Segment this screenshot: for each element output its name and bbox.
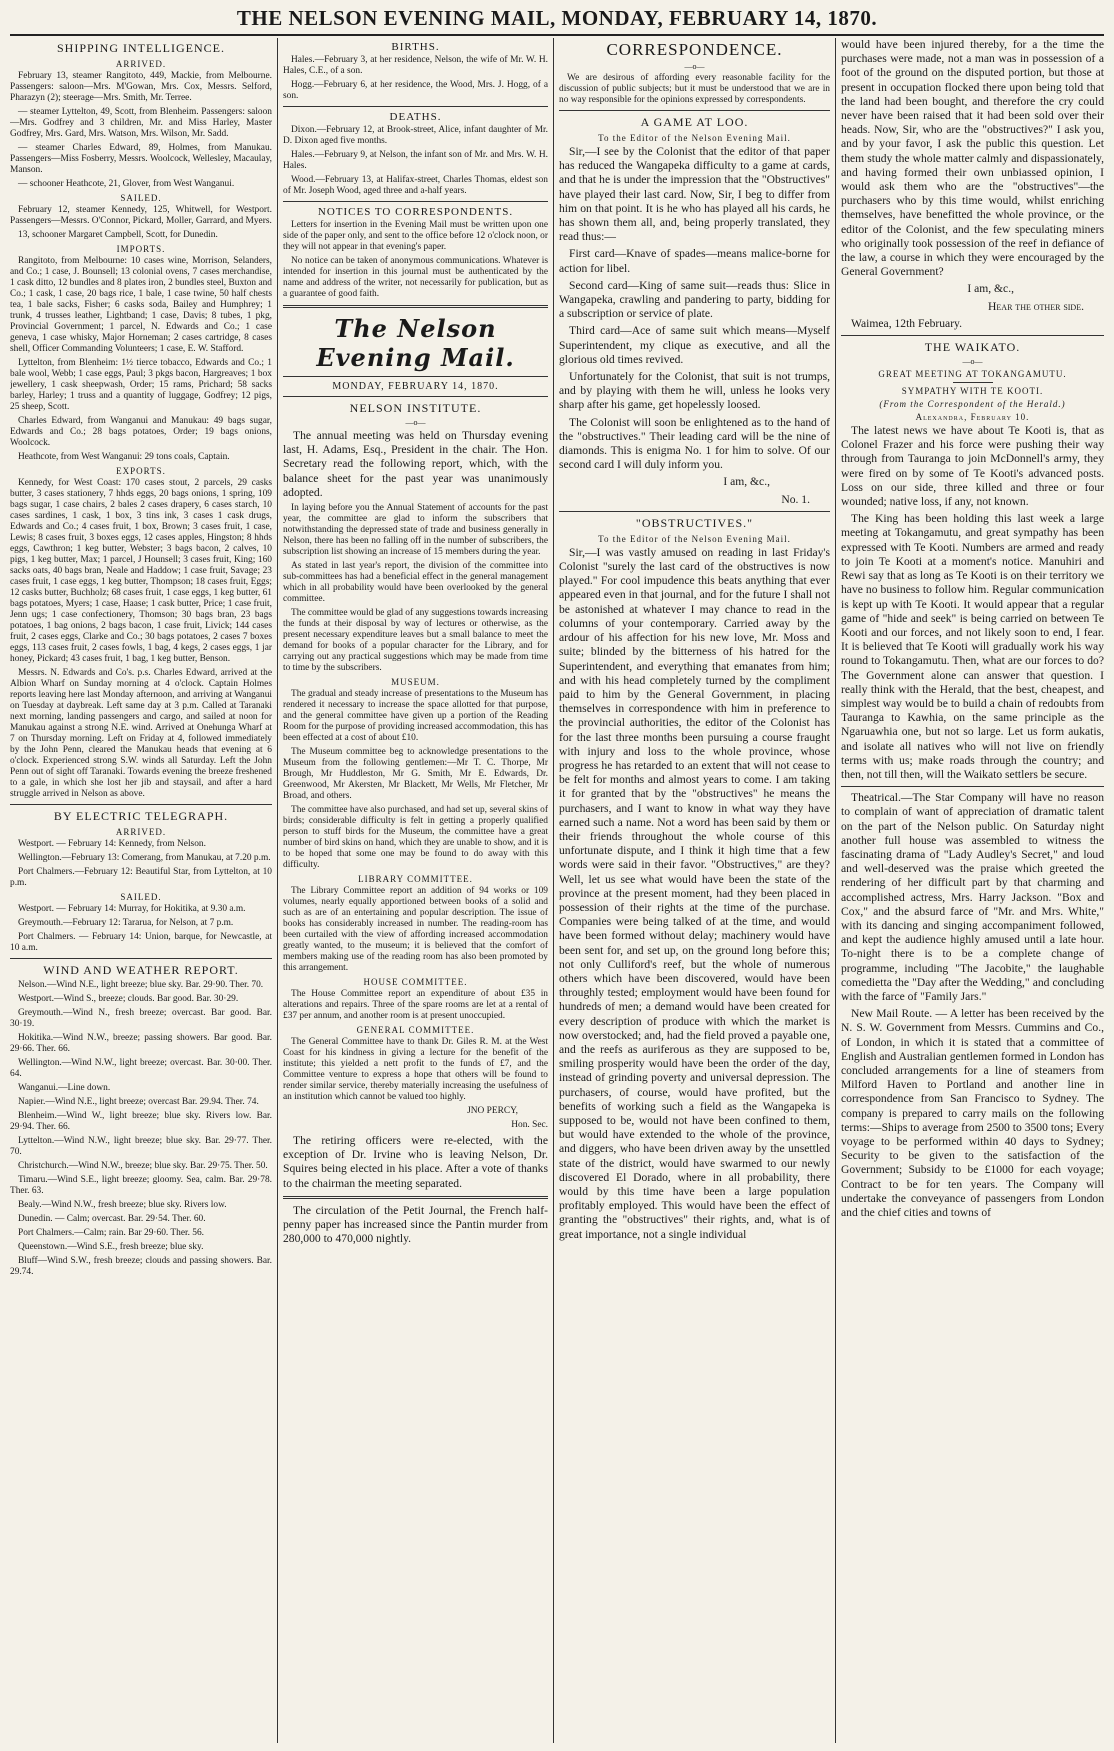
correspondence-heading: CORRESPONDENCE. xyxy=(606,40,783,59)
divider xyxy=(283,1196,548,1199)
weather-heading: WIND AND WEATHER REPORT. xyxy=(43,963,239,977)
weather-entry: Nelson.—Wind N.E., light breeze; blue sky. Bar. 29·90. Ther. 70. xyxy=(18,980,264,990)
import-entry: Heathcote, from West Wanganui: 29 tons coals, Captain. xyxy=(18,452,230,462)
arrived-heading: ARRIVED. xyxy=(115,59,167,69)
weather-entry: Timaru.—Wind S.E., light breeze; gloomy. Sea, calm. Bar. 29·78. Ther. 63. xyxy=(10,1175,272,1196)
ornament: —o— xyxy=(684,62,705,71)
divider xyxy=(283,106,548,107)
report-paragraph: As stated in last year's report, the division of the committee into sub-committees has had a beneficial effect in the general management which in all probability would have been overlooked by the general committee. xyxy=(283,561,548,605)
sailed-heading: SAILED. xyxy=(120,193,162,203)
death-entry: Hales.—February 9, at Nelson, the infant son of Mr. and Mrs. W. H. Hales. xyxy=(283,150,548,171)
arrival-entry: February 13, steamer Rangitoto, 449, Mackie, from Melbourne. Passengers: saloon—Mrs. M'Gowan, Mrs. Cox, Messrs. Selford, Pharazyn (2); steerage—Mrs. Smith, Mr. Terree. xyxy=(10,71,272,103)
general-heading: GENERAL COMMITTEE. xyxy=(356,1025,475,1036)
signer-title: Hon. Sec. xyxy=(511,1120,548,1131)
deaths-heading: DEATHS. xyxy=(389,111,442,123)
museum-paragraph: The gradual and steady increase of presentations to the Museum has rendered it necessary to increase the space allotted for that purpose, and the general committee have given up a portion of the Reading Room for the purpose of providing increased accommodation, this has been effected at a cost of about £10. xyxy=(283,689,548,744)
house-paragraph: The House Committee report an expenditure of about £35 in alterations and repairs. Three of the spare rooms are let at a rental of £37 per annum, and another room is at present unoccupied. xyxy=(283,989,548,1022)
weather-entry: Queenstown.—Wind S.E., fresh breeze; blue sky. xyxy=(18,1242,204,1252)
disclaimer: We are desirous of affording every reasonable facility for the discussion of public subjects; but it must be understood that we are in no way responsible for the opinions expressed by correspondents. xyxy=(559,73,830,105)
divider xyxy=(953,382,993,383)
tel-arrival-entry: Westport. — February 14: Kennedy, from Nelson. xyxy=(18,839,206,849)
births-heading: BIRTHS. xyxy=(391,41,440,53)
column-correspondence xyxy=(559,38,830,1743)
tel-sailed-entry: Greymouth.—February 12: Tararua, for Nelson, at 7 p.m. xyxy=(18,918,234,928)
weather-entry: Dunedin. — Calm; overcast. Bar. 29·54. Ther. 60. xyxy=(18,1214,206,1224)
waikato-paragraph: The King has been holding this last week a large meeting at Tokangamutu, and great sympathy has been expressed with Te Kooti. Numbers are armed and ready to join Te Kooti at a moment's notice. Manuhiri and Rewi say that as long as Te Kooti is on their territory we have no business to follow him. Regular communication is kept up with Te Kooti. It would appear that a regular game of "hide and seek" is being carried on between Te Kooti and our forces, and not likely soon to end, I fear. It is believed that Te Kooti will gradually work his way round to Tokangamutu. Then, what are our forces to do? The Government alone can answer that question. I really think with the Herald, that the best, cheapest, and simplest way would be to build a chain of redoubts from Tauranga to Kawhia, on the same principle as the Ngaruawhia one, but not so large. Let us form aukatis, and isolate all natives who will not live on friendly terms with us; make roads through the country; and then, not till then, will the Waikato settlers be secure. xyxy=(841,512,1104,781)
obstructives-continued: would have been injured thereby, for a the time the purchases were made, not a man was in possession of a foot of the ground on the disputed portion, but those at present in occupation flocked there upon being told that the land had been bought, and therefore the cry could never have been raised that it had been sold over their heads. Now, Sir, who are the "obstructives?" I ask you, and by your favor, I ask the public this question. Let them study the whole matter calmly and dispassionately, and having formed their own unbiassed opinion, I would ask them who are the "obstructives"—the purchasers who by this time would, whilst enriching themselves, have benefitted the whole province, or the editor of the Colonist, and the few speculating miners who originally took possession of the reef in defiance of the law, a course in which they were encouraged by the General Government? xyxy=(841,38,1104,279)
weather-entry: Wellington.—Wind N.W., light breeze; overcast. Bar. 30·00. Ther. 64. xyxy=(10,1058,272,1079)
from-correspondent: (From the Correspondent of the Herald.) xyxy=(879,399,1066,410)
imports-heading: IMPORTS. xyxy=(116,244,166,254)
import-entry: Charles Edward, from Wanganui and Manukau: 49 bags sugar, Edwards and Co.; 28 bags potatoes, Order; 19 bags onions, Woolcock. xyxy=(10,416,272,448)
loo-heading: A GAME AT LOO. xyxy=(640,115,749,129)
divider xyxy=(283,305,548,308)
masthead-title: THE NELSON EVENING MAIL, MONDAY, FEBRUARY 14, 1870. xyxy=(236,6,878,30)
report-paragraph: In laying before you the Annual Statement of accounts for the past year, the committee are glad to inform the subscribers that notwithstanding the depressed state of trade and business generally in Nelson, there has been no falling off in the number of subscribers, the subscription list showing an increase of 15 members during the year. xyxy=(283,503,548,558)
museum-heading: MUSEUM. xyxy=(391,677,440,688)
library-paragraph: The Library Committee report an addition of 94 works or 109 volumes, nearly equally apportioned between books of a solid and such as are of an entertaining and popular description. The issue of books has considerably increased in number. The reading-room has been curtailed with the view of affording increased accommodation greatly wanted, to the museum; it is believed that the comfort of members making use of the reading room has also been promoted by this arrangement. xyxy=(283,886,548,974)
birth-entry: Hogg.—February 6, at her residence, the Wood, Mrs. J. Hogg, of a son. xyxy=(283,80,548,101)
dateline: Alexandra, February 10. xyxy=(915,412,1030,423)
to-editor-line: To the Editor of the Nelson Evening Mail. xyxy=(598,133,791,143)
tel-sailed-entry: Port Chalmers. — February 14: Union, barque, for Newcastle, at 10 a.m. xyxy=(10,932,272,953)
obs-place: Waimea, 12th February. xyxy=(851,316,962,330)
meeting-heading: GREAT MEETING AT TOKANGAMUTU. xyxy=(878,369,1067,380)
weather-entry: Blenheim.—Wind W., light breeze; blue sky. Rivers low. Bar. 29·94. Ther. 66. xyxy=(10,1111,272,1132)
weather-entry: Wanganui.—Line down. xyxy=(18,1083,111,1093)
column-rule xyxy=(553,38,554,1743)
petit-journal-paragraph: The circulation of the Petit Journal, the French half-penny paper has increased since the Pantin murder from 280,000 to 470,000 nightly. xyxy=(283,1203,548,1246)
loo-paragraph: Third card—Ace of same suit which means—Myself Superintendent, my clique as executive, and all the glorious old times revived. xyxy=(559,324,830,366)
institute-heading: NELSON INSTITUTE. xyxy=(349,401,482,415)
signer-name: JNO PERCY, xyxy=(467,1106,518,1117)
library-heading: LIBRARY COMMITTEE. xyxy=(358,874,473,885)
mail-route-paragraph: New Mail Route. — A letter has been received by the N. S. W. Government from Messrs. Cummins and Co., of London, in which it is stated that a committee of English and Australian gentlemen formed in London has concluded arrangements for a line of steamers from Milford Haven to Portland and another line in correspondence from San Francisco to Sydney. The company is prepared to carry mails on the following terms:—Ships to average from 2500 to 3500 tons; Every voyage to be performed within 40 days to Sydney; Security to be given to the satisfaction of the Government; Subsidy to be £1000 for each voyage; Contract to be for ten years. The Company will undertake the conveyance of passengers from London and the chief cities and towns of xyxy=(841,1007,1104,1220)
retiring-paragraph: The retiring officers were re-elected, with the exception of Dr. Irvine who is leaving Nelson, Dr. Squires being elected in his place. After a vote of thanks to the chairman the meeting separated. xyxy=(283,1134,548,1190)
weather-entry: Westport.—Wind S., breeze; clouds. Bar good. Bar. 30·29. xyxy=(18,994,239,1004)
exports-heading: EXPORTS. xyxy=(116,466,166,476)
house-heading: HOUSE COMMITTEE. xyxy=(363,977,468,988)
divider xyxy=(559,110,830,111)
waikato-paragraph: The latest news we have about Te Kooti is, that as Colonel Frazer and his force were pushing their way through from Tauranga to join McDonnell's army, they were fired on by some of Te Kooti's advanced posts. Loss on our side, three killed and three or four wounded; native loss, if any, not known. xyxy=(841,424,1104,509)
weather-entry: Lyttelton.—Wind N.W., light breeze; blue sky. Bar. 29·77. Ther. 70. xyxy=(10,1136,272,1157)
columns xyxy=(10,38,1104,1743)
import-entry: Lyttelton, from Blenheim: 1½ tierce tobacco, Edwards and Co.; 1 bale wool, Webb; 1 case eggs, Paul; 3 pkgs bacon, Hargreaves; 1 box jewellery, 1 cask sheepwash, Order; 15 rams, Prichard; 58 sacks barley, Harley; 1 truss and a quantity of luggage, Godfrey; 12 pigs, 25 sheep, Scott. xyxy=(10,358,272,412)
loo-signature: No. 1. xyxy=(781,492,810,506)
loo-paragraph: The Colonist will soon be enlightened as to the hand of the "obstructives." Their leading card will be the nine of diamonds. This is enigma No. 1 for him to solve. Of our second card I will duly inform you. xyxy=(559,415,830,472)
loo-signoff: I am, &c., xyxy=(723,475,770,489)
column-shipping xyxy=(10,38,272,1743)
museum-paragraph: The Museum committee beg to acknowledge presentations to the Museum from the following gentlemen:—Mr T. C. Thorpe, Mr Brough, Mr Huddleston, Mr G. Smith, Mr E. Edwards, Dr. Greenwood, Mr Akersten, Mr Blackett, Mr Wells, Mr Fletcher, Mr Broad, and others. xyxy=(283,747,548,802)
notice-entry: No notice can be taken of anonymous communications. Whatever is intended for insertion in this journal must be authenticated by the name and address of the writer, not necessarily for publication, but as a guarantee of good faith. xyxy=(283,256,548,299)
weather-entry: Greymouth.—Wind N., fresh breeze; overcast. Bar good. Bar. 30·19. xyxy=(10,1008,272,1029)
column-rule xyxy=(277,38,278,1743)
weather-entry: Christchurch.—Wind N.W., breeze; blue sky. Bar. 29·75. Ther. 50. xyxy=(18,1161,268,1171)
tel-sailed-heading: SAILED. xyxy=(120,892,162,902)
tel-arrival-entry: Wellington.—February 13: Comerang, from Manukau, at 7.20 p.m. xyxy=(18,853,271,863)
sympathy-heading: SYMPATHY WITH TE KOOTI. xyxy=(901,386,1044,397)
notice-entry: Letters for insertion in the Evening Mail must be written upon one side of the paper only, and sent to the office before 12 o'clock noon, or they will not appear in that evening's paper. xyxy=(283,220,548,252)
arrival-entry: — schooner Heathcote, 21, Glover, from West Wanganui. xyxy=(18,179,235,189)
paper-title: The Nelson Evening Mail. xyxy=(316,314,515,372)
weather-entry: Port Chalmers.—Calm; rain. Bar 29·60. Ther. 56. xyxy=(18,1228,204,1238)
weather-entry: Napier.—Wind N.E., light breeze; overcast Bar. 29.94. Ther. 74. xyxy=(18,1097,259,1107)
divider xyxy=(10,804,272,805)
column-institute xyxy=(283,38,548,1743)
divider xyxy=(559,511,830,512)
ornament: —o— xyxy=(962,357,983,367)
ornament: —o— xyxy=(405,418,426,427)
loo-paragraph: Second card—King of same suit—reads thus: Slice in Wangapeka, crawling and pandering to party, bidding for a subscription or service of plate. xyxy=(559,278,830,321)
report-paragraph: The committee would be glad of any suggestions towards increasing the funds at their disposal by way of lectures or otherwise, as the present necessary expenditure leaves but a small balance to meet the demand for books of a popular character for the Library, and for carrying out any practical suggestions which may be made from time to time by the subscribers. xyxy=(283,608,548,674)
obstructives-paragraph: Sir,—I was vastly amused on reading in last Friday's Colonist "surely the last card of the obstructives is now played." For cool impudence this beats anything that ever appeared even in that journal, and for the future I shall not be astonished at whatever I may chance to read in the columns of your contemporary. Carried away by the ardour of his affection for his new love, Mr. Moss and suite; blinded by the bitterness of his hatred for the Superintendent, and everything that emanates from him; and with his head completely turned by the compliment paid to him by the General Government, in placing themselves in correspondence with him in preference to the provincial authorities, the editor of the Colonist has for the last three months been pursuing a course fraught with injury and loss to the whole province, whose progress he has retarded to an extent that will not cease to be felt for months and almost years to come. I am taking it for granted that by the "obstructives" he means the purchasers, and I want to know in what way they have earned such a name. Not a word has been said by them or their friends throughout the whole course of this unfortunate dispute, and I think it high time that a few words were said in their favor. "Obstructives," are they? Well, let us see what would have been the state of the province at the present moment, had they been placed in possession of their rights at the time of the purchase. Companies were being talked of at the time, and would have been formed without delay; machinery would have been sent for, and set up, on the ground long before this; not only Culliford's reef, but the whole of numerous others which have been discovered, would have been throughly tested; employment would have been found for hundreds of men; a demand would have been created for every description of produce with which the market is now overstocked; and, had the field proved a payable one, and the reefs as auriferous as they are supposed to be, smiling prosperity would have been the order of the day, instead of grinding poverty and universal depression. The purchasers, of course, would have profited, but the benefits of working such a field as the Wangapeka is supposed to be, would not have been confined to them, but would have extended to the whole of the province, and diggers, who have been driven away by the unsettled state of the district, would have swarmed to our newly discovered El Dorado, where in all probability, there would by this time have been a large population profitably employed. This would have been the effect of granting the "obstructives" their rights, and, what is of great importance, not a single individual xyxy=(559,545,830,1241)
death-entry: Dixon.—February 12, at Brook-street, Alice, infant daughter of Mr. D. Dixon aged five months. xyxy=(283,125,548,146)
tel-arrival-entry: Port Chalmers.—February 12: Beautiful Star, from Lyttelton, at 10 p.m. xyxy=(10,867,272,888)
obs-signature: Hear the other side. xyxy=(988,299,1084,313)
loo-paragraph: Sir,—I see by the Colonist that the editor of that paper has reduced the Wangapeka difficulty to a game at cards, and that he is under the impression that the "Obstructives" have played their last card. Now, Sir, I beg to differ from him on that point. It is he who has played all his cards, he has shown them all, and, being properly translated, they read thus:— xyxy=(559,145,830,244)
sailed-entry: 13, schooner Margaret Campbell, Scott, for Dunedin. xyxy=(18,230,218,240)
weather-entry: Bealy.—Wind N.W., fresh breeze; blue sky. Rivers low. xyxy=(18,1200,227,1210)
divider xyxy=(841,786,1104,787)
theatrical-paragraph: Theatrical.—The Star Company will have no reason to complain of want of appreciation of dramatic talent on the part of the Nelson public. On Saturday night another full house was assembled to witness the fascinating drama of "Lady Audley's Secret," and loud and well-deserved was the praise which greeted the rendering of her difficult part by that charming and accomplished actress, Mrs. Harry Jackson. "Box and Cox," and the absurd farce of "Mr. and Mrs. White," with its dancing and singing accompaniment followed, and kept the audience highly amused until a late hour. To-night there is to be a complete change of programme, including "The Jacobite," the laughable comedietta the "Day after the Wedding," and concluding with the farce of "Family Jars." xyxy=(841,791,1104,1003)
tel-sailed-entry: Westport. — February 14: Murray, for Hokitika, at 9.30 a.m. xyxy=(18,904,246,914)
birth-entry: Hales.—February 3, at her residence, Nelson, the wife of Mr. W. H. Hales, C.E., of a son. xyxy=(283,55,548,76)
divider xyxy=(10,958,272,959)
sailed-entry: February 12, steamer Kennedy, 125, Whitwell, for Westport. Passengers—Messrs. O'Connor, Pickard, Moller, Garrard, and Myers. xyxy=(10,205,272,226)
divider xyxy=(841,335,1104,336)
obs-signoff: I am, &c., xyxy=(967,282,1014,296)
obstructives-heading: "OBSTRUCTIVES." xyxy=(635,515,754,530)
divider xyxy=(283,201,548,202)
general-paragraph: The General Committee have to thank Dr. Giles R. M. at the West Coast for his kindness in giving a lecture for the benefit of the institute; this yielded a nett profit to the funds of £7, and the Committee venture to express a hope that others will be found to render similar service, thereby materially increasing the usefulness of an institution which cannot be valued too highly. xyxy=(283,1037,548,1103)
tel-arrived-heading: ARRIVED. xyxy=(115,827,167,837)
import-entry: Rangitoto, from Melbourne: 10 cases wine, Morrison, Selanders, and Co.; 1 case, J. Bounsell; 13 colonial ovens, 7 cases merchandise, 1 cask ditto, 12 bundles and 8 plates iron, 2 bundles steel, Buxton and Co.; 1 cask, 1 case, 20 bags rice, 1 bale, 1 case twine, 50 half chests tea, 1 bale sacks, Fisher; 6 casks soda, Bailey and Humphrey; 1 trunk, 4 trusses leather, Lightband; 1 case, Davis; 8 tubes, 1 pkg, Provincial Government; 1 parcel, N. Edwards and Co.; 1 case geneva, 1 case whisky, Major Horneman; 2 cases cartridge, 8 cases shell, Officer Commanding Volunteers; 1 case, E. W. Stafford. xyxy=(10,256,272,354)
notices-heading: NOTICES TO CORRESPONDENTS. xyxy=(317,206,514,218)
to-editor-line: To the Editor of the Nelson Evening Mail. xyxy=(598,533,791,544)
export-entry: Kennedy, for West Coast: 170 cases stout, 2 parcels, 29 casks butter, 3 cases stationery, 7 hhds eggs, 20 bags onions, 1 spring, 109 bags sugar, 1 case chairs, 2 bales 2 cases drapery, 6 cases starch, 10 cases sardines, 1 cask, 1 box, 3 tins ink, 3 cases 1 cask drugs, Edwards and Co.; 4 cases fruit, 1 box, Brown; 3 cases fruit, 1 case, Lewis; 8 cases fruit, 3 boxes eggs, 12 cases apples, Hingston; 8 hhds eggs, Cawthron; 1 keg butter, Webster; 3 bags bacon, 2 calves, 10 pigs, 1 keg butter, Max; 1 parcel, J Hounsell; 3 cases fruit, King; 160 sacks oats, 40 bags bran, Neale and Haddow; 1 case fruit, Savage; 23 cases fruit, 1 case eggs, 1 keg butter, Thompson; 18 cases fruit, Eggs; 12 casks butter, Buchholz; 68 cases fruit, 1 case eggs, 1 keg butter, 61 bags potatoes, Myers; 1 case, Haase; 1 cask butter, Price; 1 case fruit, Jenn ugs; 1 case confectionery, Thomson; 30 bags bran, 23 bags potatoes, 1 bag onions, 2 bags bacon, 1 case fruit, Livick; 144 cases fruit, 2 cases eggs, Clarke and Co.; 30 bags potatoes, 2 cases 7 boxes eggs, 113 cases fruit, 2 cases fowls, 1 bag, 4 kegs, 2 cases eggs, 1 jar honey, Pickard; 43 cases fruit, 1 bag, 1 keg butter, Benson. xyxy=(10,478,272,664)
paper-date: MONDAY, FEBRUARY 14, 1870. xyxy=(332,381,499,392)
divider xyxy=(283,376,548,377)
telegraph-heading: BY ELECTRIC TELEGRAPH. xyxy=(53,809,229,823)
shipping-notice: Messrs. N. Edwards and Co's. p.s. Charles Edward, arrived at the Albion Wharf on Sunday morning at 4 o'clock. Captain Holmes reports leaving here last Monday afternoon, and arriving at Wanganui on Tuesday at daybreak. Left same day at 3 p.m. Called at Taranaki next morning, landing passengers and cargo, and sailed at noon for Manukau against a strong N.E. wind. Arrived at Onehunga Wharf at 7 on Thursday morning. Left on Friday at 4, followed immediately by the John Penn, cleared the Manukau heads that evening at 6 o'clock. Experienced strong S.W. winds all Saturday. Left the John Penn out of sight off Taranaki. Towards evening the breeze freshened to a gale, in which she lost her jib and staysail, and after a hard struggle arrived in Nelson as above. xyxy=(10,668,272,799)
waikato-heading: THE WAIKATO. xyxy=(924,340,1021,355)
column-rule xyxy=(835,38,836,1743)
weather-entry: Bluff—Wind S.W., fresh breeze; clouds and passing showers. Bar. 29.74. xyxy=(10,1256,272,1277)
loo-paragraph: First card—Knave of spades—means malice-borne for action for libel. xyxy=(559,247,830,275)
death-entry: Wood.—February 13, at Halifax-street, Charles Thomas, eldest son of Mr. Joseph Wood, aged three and a-half years. xyxy=(283,175,548,196)
masthead xyxy=(10,4,1104,36)
institute-intro: The annual meeting was held on Thursday evening last, H. Adams, Esq., President in the chair. The Hon. Secretary read the following report, which, with the balance sheet for the past year was unanimously adopted. xyxy=(283,429,548,499)
museum-paragraph: The committee have also purchased, and had set up, several skins of birds; considerable difficulty is felt in getting a properly qualified person to stuff birds for the Museum, the committee have a great number of bird skins on hand, which they are unable to show, and it is to be hoped that some one may be found to do away with this difficulty. xyxy=(283,805,548,871)
shipping-heading: SHIPPING INTELLIGENCE. xyxy=(57,41,225,55)
arrival-entry: — steamer Lyttelton, 49, Scott, from Blenheim. Passengers: saloon—Mrs. Godfrey and 3 children, Mr. and Miss Harley, Master Godfrey, Mrs. Gard, Mrs. Watson, Mrs. Wilson, Mr. Sadd. xyxy=(10,107,272,139)
weather-entry: Hokitika.—Wind N.W., breeze; passing showers. Bar good. Bar. 29·66. Ther. 66. xyxy=(10,1033,272,1054)
arrival-entry: — steamer Charles Edward, 89, Holmes, from Manukau. Passengers—Miss Fosberry, Messrs. Woolcock, Wellesley, Macaulay, Manson. xyxy=(10,143,272,175)
divider xyxy=(283,396,548,397)
loo-paragraph: Unfortunately for the Colonist, that suit is not trumps, and by playing with them he will, unless he looks very sharp after his game, get hopelessly loosed. xyxy=(559,370,830,412)
column-waikato xyxy=(841,38,1104,1743)
